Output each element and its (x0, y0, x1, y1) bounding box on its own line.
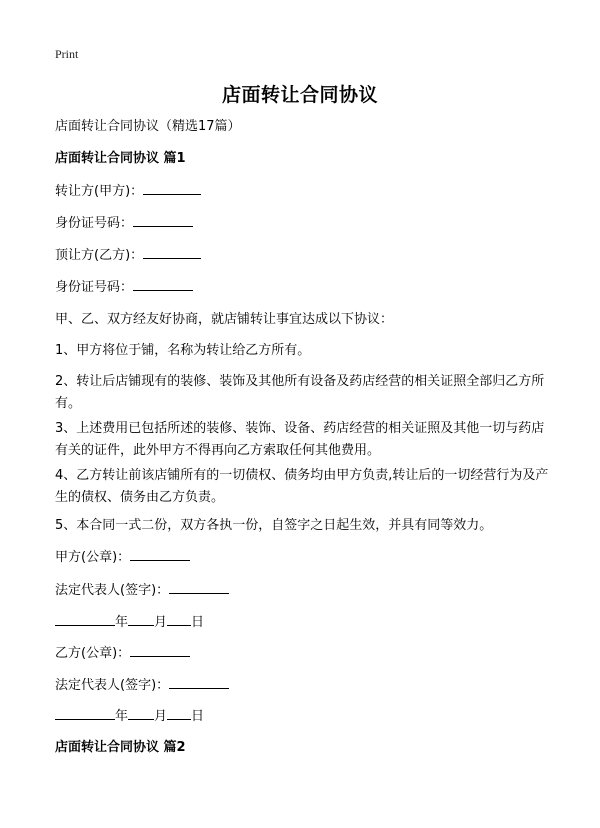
intro-paragraph: 甲、乙、双方经友好协商，就店铺转让事宜达成以下协议： (55, 312, 394, 327)
id-blank-2 (133, 278, 193, 291)
subtitle: 店面转让合同协议（精选17篇） (55, 119, 241, 134)
date-a-line (55, 612, 204, 634)
print-link[interactable]: Print (55, 47, 79, 61)
rep-b-blank (169, 676, 229, 689)
date-b-line (55, 706, 204, 728)
party-a-line (55, 181, 201, 203)
party-b-blank (143, 246, 201, 259)
id-line-1 (55, 213, 193, 235)
date-a-day-blank (167, 613, 191, 626)
section-heading-1: 店面转让合同协议 篇1 (55, 151, 186, 166)
rep-a-line (55, 580, 229, 602)
date-a-year-blank (55, 613, 115, 626)
date-a-day: 日 (191, 615, 205, 630)
date-b-month-blank (128, 707, 154, 720)
id-label-1: 身份证号码： (55, 216, 134, 231)
clause-4: 4、乙方转让前该店铺所有的一切债权、债务均由甲方负责,转让后的一切经营行为及产生的债权、债务由乙方负责。 (55, 468, 549, 505)
rep-b-label: 法定代表人(签字)： (55, 678, 170, 693)
clause-5: 5、本合同一式二份，双方各执一份，自签字之日起生效，并具有同等效力。 (55, 518, 493, 533)
seal-a-line (55, 547, 190, 569)
section-heading-2: 店面转让合同协议 篇2 (55, 740, 186, 755)
page-title: 店面转让合同协议 (221, 84, 378, 106)
date-b-month: 月 (154, 709, 168, 724)
date-b-day-blank (167, 707, 191, 720)
seal-a-label: 甲方(公章)： (55, 550, 131, 565)
rep-a-label: 法定代表人(签字)： (55, 583, 170, 598)
date-b-year-blank (55, 707, 115, 720)
party-b-label: 顶让方(乙方)： (55, 248, 144, 263)
party-b-line (55, 245, 201, 267)
rep-a-blank (169, 581, 229, 594)
party-a-label: 转让方(甲方)： (55, 184, 144, 199)
party-a-blank (143, 182, 201, 195)
rep-b-line (55, 675, 229, 697)
id-blank-1 (133, 214, 193, 227)
seal-b-blank (130, 644, 190, 657)
id-label-2: 身份证号码： (55, 280, 134, 295)
date-a-month: 月 (154, 615, 168, 630)
date-a-month-blank (128, 613, 154, 626)
clause-2: 2、转让后店铺现有的装修、装饰及其他所有设备及药店经营的相关证照全部归乙方所有。 (55, 374, 545, 411)
seal-a-blank (130, 548, 190, 561)
clause-3: 3、上述费用已包括所述的装修、装饰、设备、药店经营的相关证照及其他一切与药店有关的证件，此外甲方不得再向乙方索取任何其他费用。 (55, 421, 545, 458)
date-b-year: 年 (115, 709, 129, 724)
date-b-day: 日 (191, 709, 205, 724)
id-line-2 (55, 277, 193, 299)
date-a-year: 年 (115, 615, 129, 630)
seal-b-line (55, 643, 190, 665)
clause-1: 1、甲方将位于铺，名称为转让给乙方所有。 (55, 343, 311, 358)
seal-b-label: 乙方(公章)： (55, 646, 131, 661)
